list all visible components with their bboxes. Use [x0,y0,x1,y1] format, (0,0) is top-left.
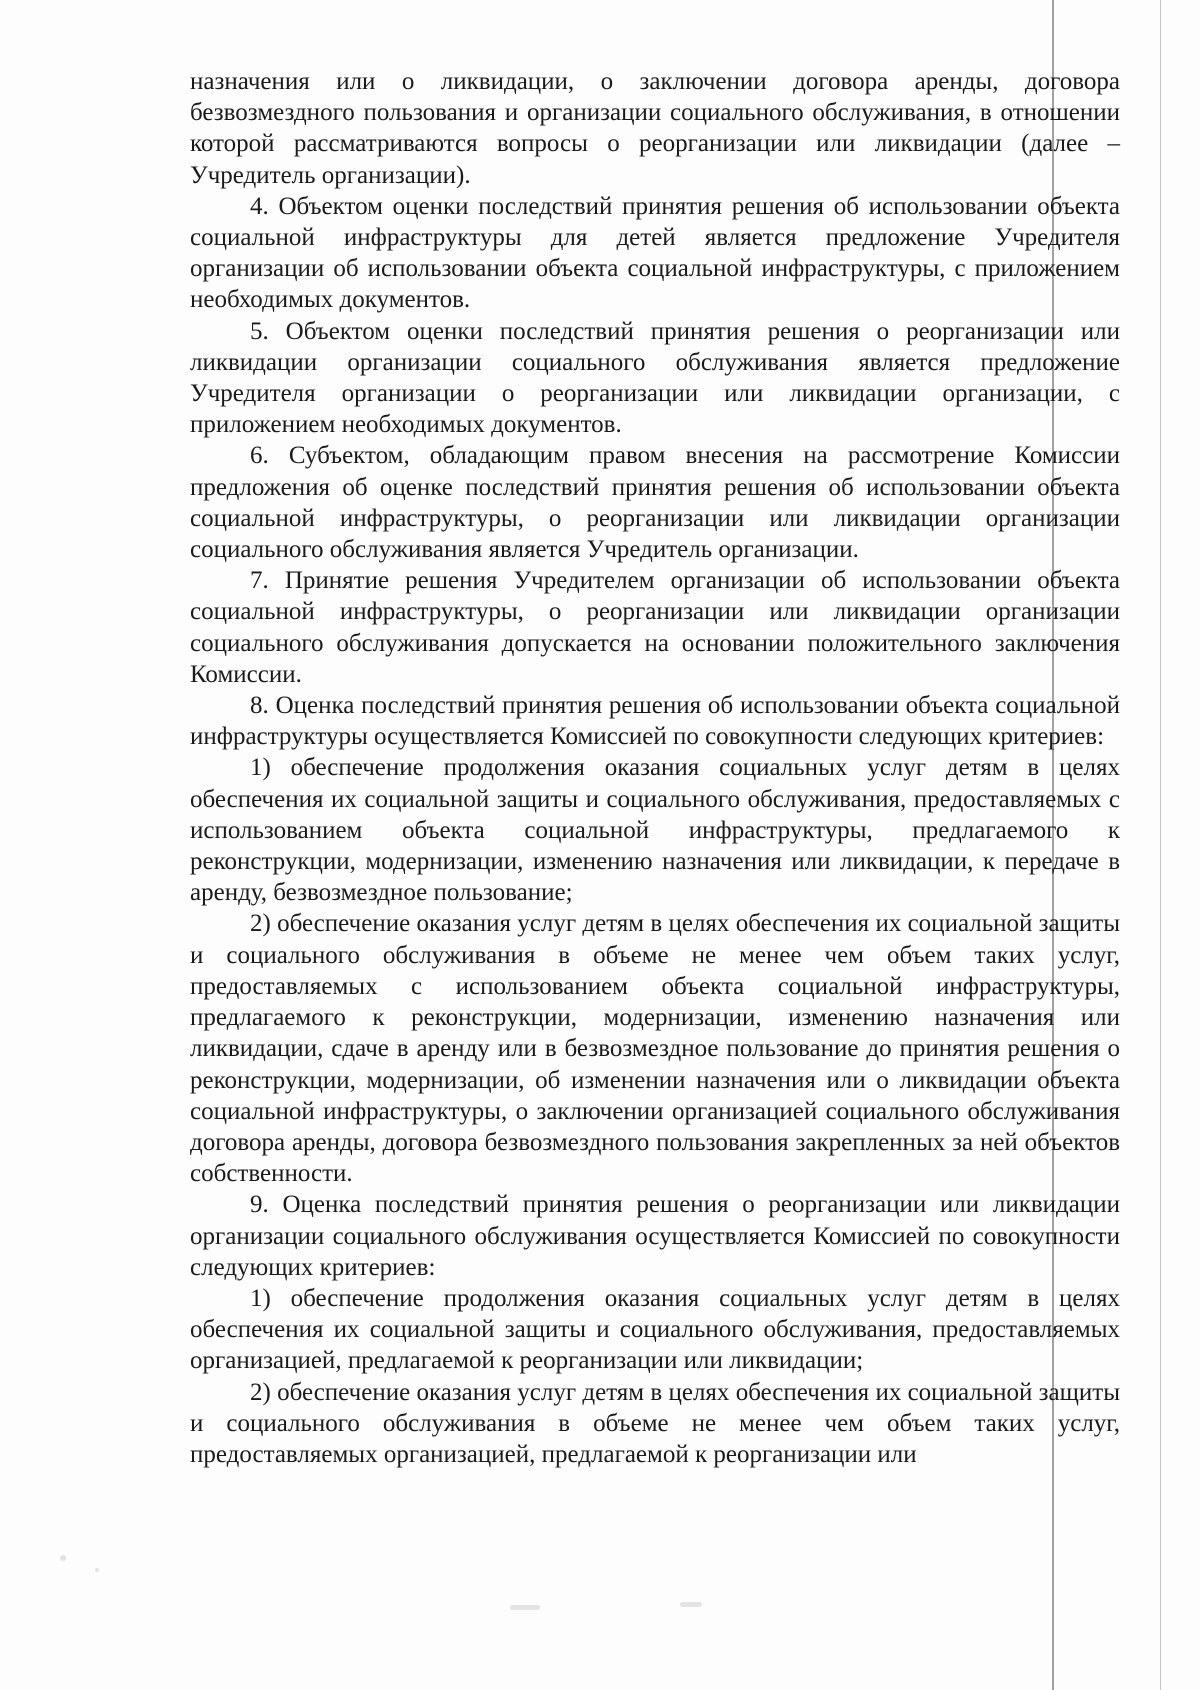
scan-noise [510,1605,540,1610]
paragraph-9: 9. Оценка последствий принятия решения о реорганизации или ликвидации организации социального обслуживания осуществляется Комиссией по совокупности следующих критериев: [190,1191,1120,1281]
paragraph-7: 7. Принятие решения Учредителем организации об использовании объекта социальной инфраструктуры, о реорганизации или ликвидации организации социального обслуживания допускается на основании положительного заключения Комиссии. [190,567,1120,688]
paragraph-6: 6. Субъектом, обладающим правом внесения на рассмотрение Комиссии предложения об оценке последствий принятия решения об использовании объекта социальной инфраструктуры, о реорганизации или ликвидации организации социального обслуживания является Учредитель организации. [190,442,1120,564]
paragraph-9-item-1: 1) обеспечение продолжения оказания социальных услуг детям в целях обеспечения их социальной защиты и социального обслуживания, предоставляемых организацией, предлагаемой к реорганизации или ликвидации; [190,1284,1120,1375]
document-body [190,66,1120,1470]
paragraph-9-item-2: 2) обеспечение оказания услуг детям в целях обеспечения их социальной защиты и социального обслуживания в объеме не менее чем объем таких услуг, предоставляемых организацией, предлагаемой к реорганизации или [190,1378,1120,1468]
paragraph-8: 8. Оценка последствий принятия решения об использовании объекта социальной инфраструктуры осуществляется Комиссией по совокупности следующих критериев: [190,692,1120,751]
scan-edge-line [1160,0,1161,1690]
paragraph-4: 4. Объектом оценки последствий принятия решения об использовании объекта социальной инфраструктуры для детей является предложение Учредителя организации об использовании объекта социальной инфраструктуры, с приложением необходимых документов. [190,192,1120,314]
scan-noise [60,1555,66,1561]
paragraph-5: 5. Объектом оценки последствий принятия решения о реорганизации или ликвидации организации социального обслуживания является предложение Учредителя организации о реорганизации или ликвидации организации, с приложением необходимых документов. [190,317,1120,439]
paragraph-continuation: назначения или о ликвидации, о заключении договора аренды, договора безвозмездного пользования и организации социального обслуживания, в отношении которой рассматриваются вопросы о реорганизации или ликвидации (далее – Учредитель организации). [190,68,1120,189]
paragraph-8-item-1: 1) обеспечение продолжения оказания социальных услуг детям в целях обеспечения их социальной защиты и социального обслуживания, предоставляемых с использованием объекта социальной инфраструктуры, предлагаемого к реконструкции, модернизации, изменению назначения или ликвидации, к передаче в аренду, безвозмездное пользование; [190,754,1120,907]
scan-noise [95,1568,99,1572]
scan-noise [680,1602,702,1607]
paragraph-8-item-2: 2) обеспечение оказания услуг детям в целях обеспечения их социальной защиты и социального обслуживания в объеме не менее чем объем таких услуг, предоставляемых с использованием объекта социальной инфраструктуры, предлагаемого к реконструкции, модернизации, изменению назначения или ликвидации, сдаче в аренду или в безвозмездное пользование до принятия решения о реконструкции, модернизации, об изменении назначения или о ликвидации объекта социальной инфраструктуры, о заключении организацией социального обслуживания договора аренды, договора безвозмездного пользования закрепленных за ней объектов собственности. [190,910,1120,1188]
